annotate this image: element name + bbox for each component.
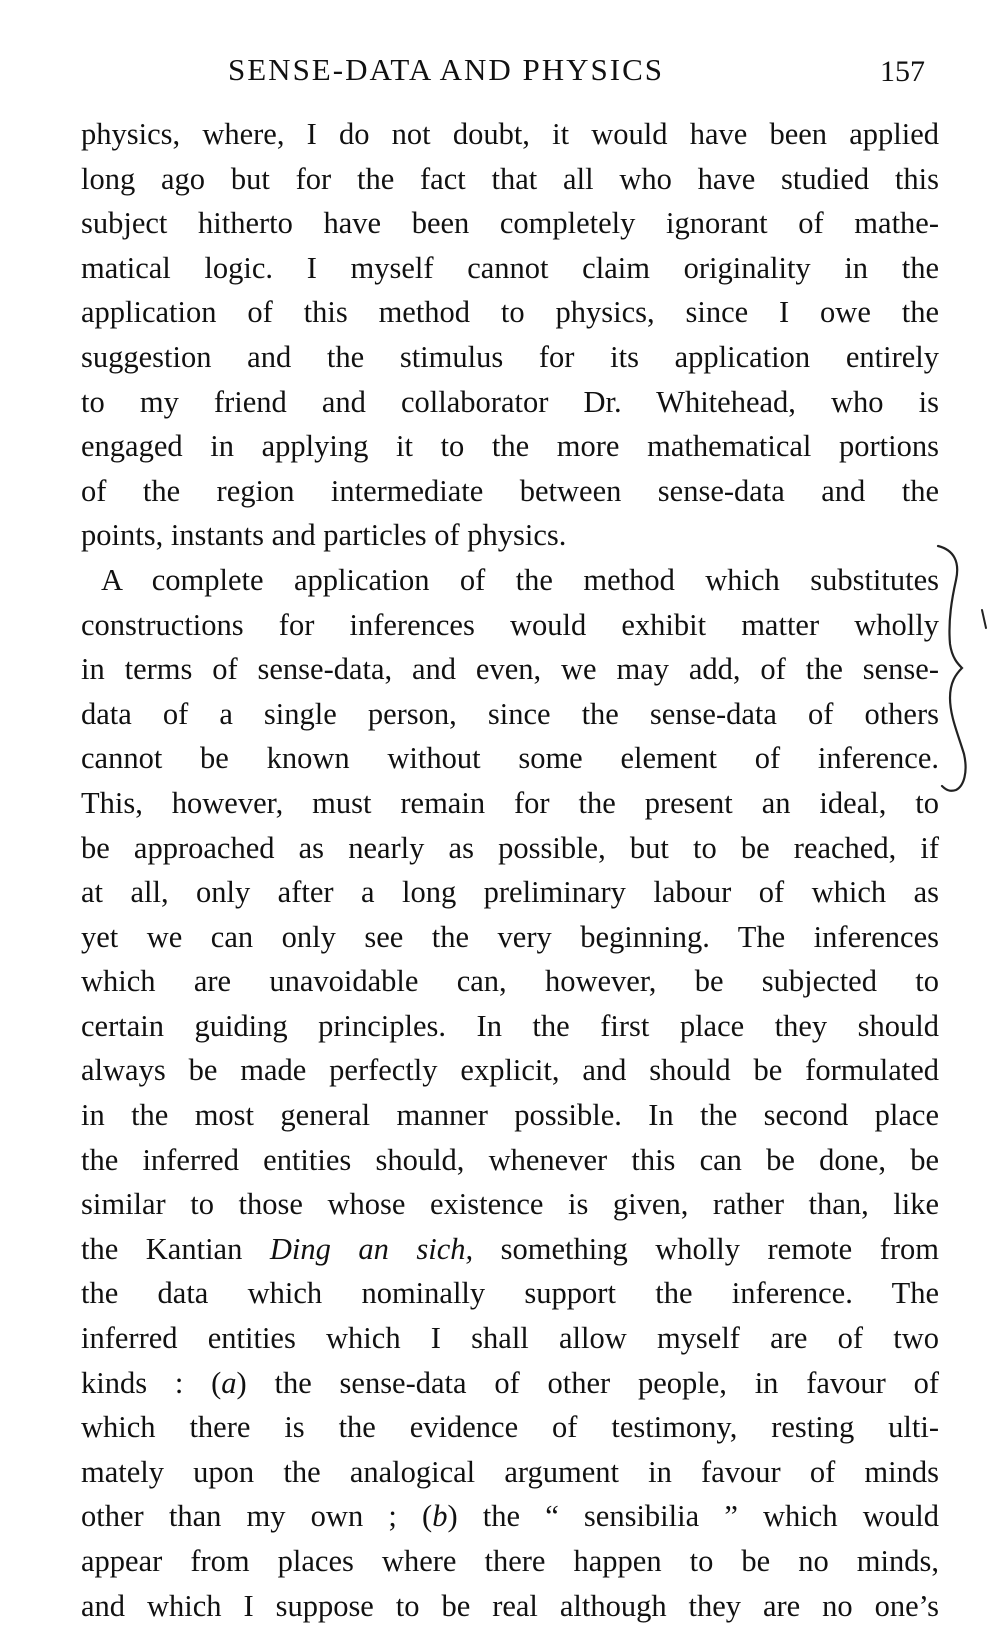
text-line: subject hitherto have been completely ignorant of mathe- xyxy=(81,206,939,241)
text-line: the inferred entities should, whenever this can be done, be xyxy=(81,1142,939,1177)
text-run: kinds : ( xyxy=(81,1365,222,1400)
text-line: data of a single person, since the sense-data of others xyxy=(81,696,939,731)
text-line: points, instants and particles of physics. xyxy=(81,518,567,553)
text-line: application of this method to physics, since I owe the xyxy=(81,295,939,330)
bracket-stroke xyxy=(938,546,966,791)
text-line: suggestion and the stimulus for its application entirely xyxy=(81,339,939,374)
italic-phrase: Ding an sich, xyxy=(269,1231,474,1266)
body-text xyxy=(81,112,939,1628)
text-line: matical logic. I myself cannot claim originality in the xyxy=(81,250,939,285)
text-line: This, however, must remain for the present an ideal, to xyxy=(81,785,939,820)
text-line: to my friend and collaborator Dr. Whitehead, who is xyxy=(81,384,939,419)
running-head: SENSE-DATA AND PHYSICS xyxy=(228,52,664,87)
italic-letter: b xyxy=(432,1499,448,1534)
text-line: inferred entities which I shall allow myself are of two xyxy=(81,1321,939,1356)
text-line xyxy=(81,1361,939,1406)
text-line: always be made perfectly explicit, and should be formulated xyxy=(81,1053,939,1088)
text-line: certain guiding principles. In the first place they should xyxy=(81,1008,939,1043)
text-line xyxy=(81,1227,939,1272)
handwritten-bracket-mark xyxy=(936,540,996,830)
text-run: other than my own ; ( xyxy=(81,1499,433,1534)
text-line: engaged in applying it to the more mathematical portions xyxy=(81,429,939,464)
text-line: mately upon the analogical argument in favour of minds xyxy=(81,1454,939,1489)
text-line: similar to those whose existence is given, rather than, like xyxy=(81,1187,939,1222)
text-line: A complete application of the method which substitutes xyxy=(101,562,939,597)
page-number: 157 xyxy=(880,55,925,88)
text-line: which there is the evidence of testimony, resting ulti- xyxy=(81,1410,939,1445)
bracket-tick xyxy=(982,610,986,628)
text-run: ) the “ sensibilia ” which would xyxy=(447,1499,939,1534)
text-line: and which I suppose to be real although they are no one’s xyxy=(81,1588,939,1623)
text-line: be approached as nearly as possible, but to be reached, if xyxy=(81,830,939,865)
text-line: in terms of sense-data, and even, we may add, of the sense- xyxy=(81,652,939,687)
text-line: of the region intermediate between sense-data and the xyxy=(81,473,939,508)
text-run: the Kantian xyxy=(81,1231,270,1266)
text-line: physics, where, I do not doubt, it would have been applied xyxy=(81,117,939,151)
italic-letter: a xyxy=(221,1365,237,1400)
text-line: constructions for inferences would exhibit matter wholly xyxy=(81,607,939,642)
text-line: in the most general manner possible. In the second place xyxy=(81,1098,939,1133)
text-run: ) the sense-data of other people, in favour of xyxy=(236,1365,939,1400)
text-line xyxy=(81,1494,939,1539)
text-line: the data which nominally support the inference. The xyxy=(81,1276,939,1311)
text-line: yet we can only see the very beginning. The inferences xyxy=(81,919,939,954)
text-run: something wholly remote from xyxy=(473,1231,939,1266)
text-line: cannot be known without some element of inference. xyxy=(81,741,939,776)
text-line: appear from places where there happen to be no minds, xyxy=(81,1544,939,1578)
text-line: long ago but for the fact that all who have studied this xyxy=(81,161,939,196)
text-line: which are unavoidable can, however, be subjected to xyxy=(81,964,939,999)
text-line: at all, only after a long preliminary labour of which as xyxy=(81,875,939,910)
